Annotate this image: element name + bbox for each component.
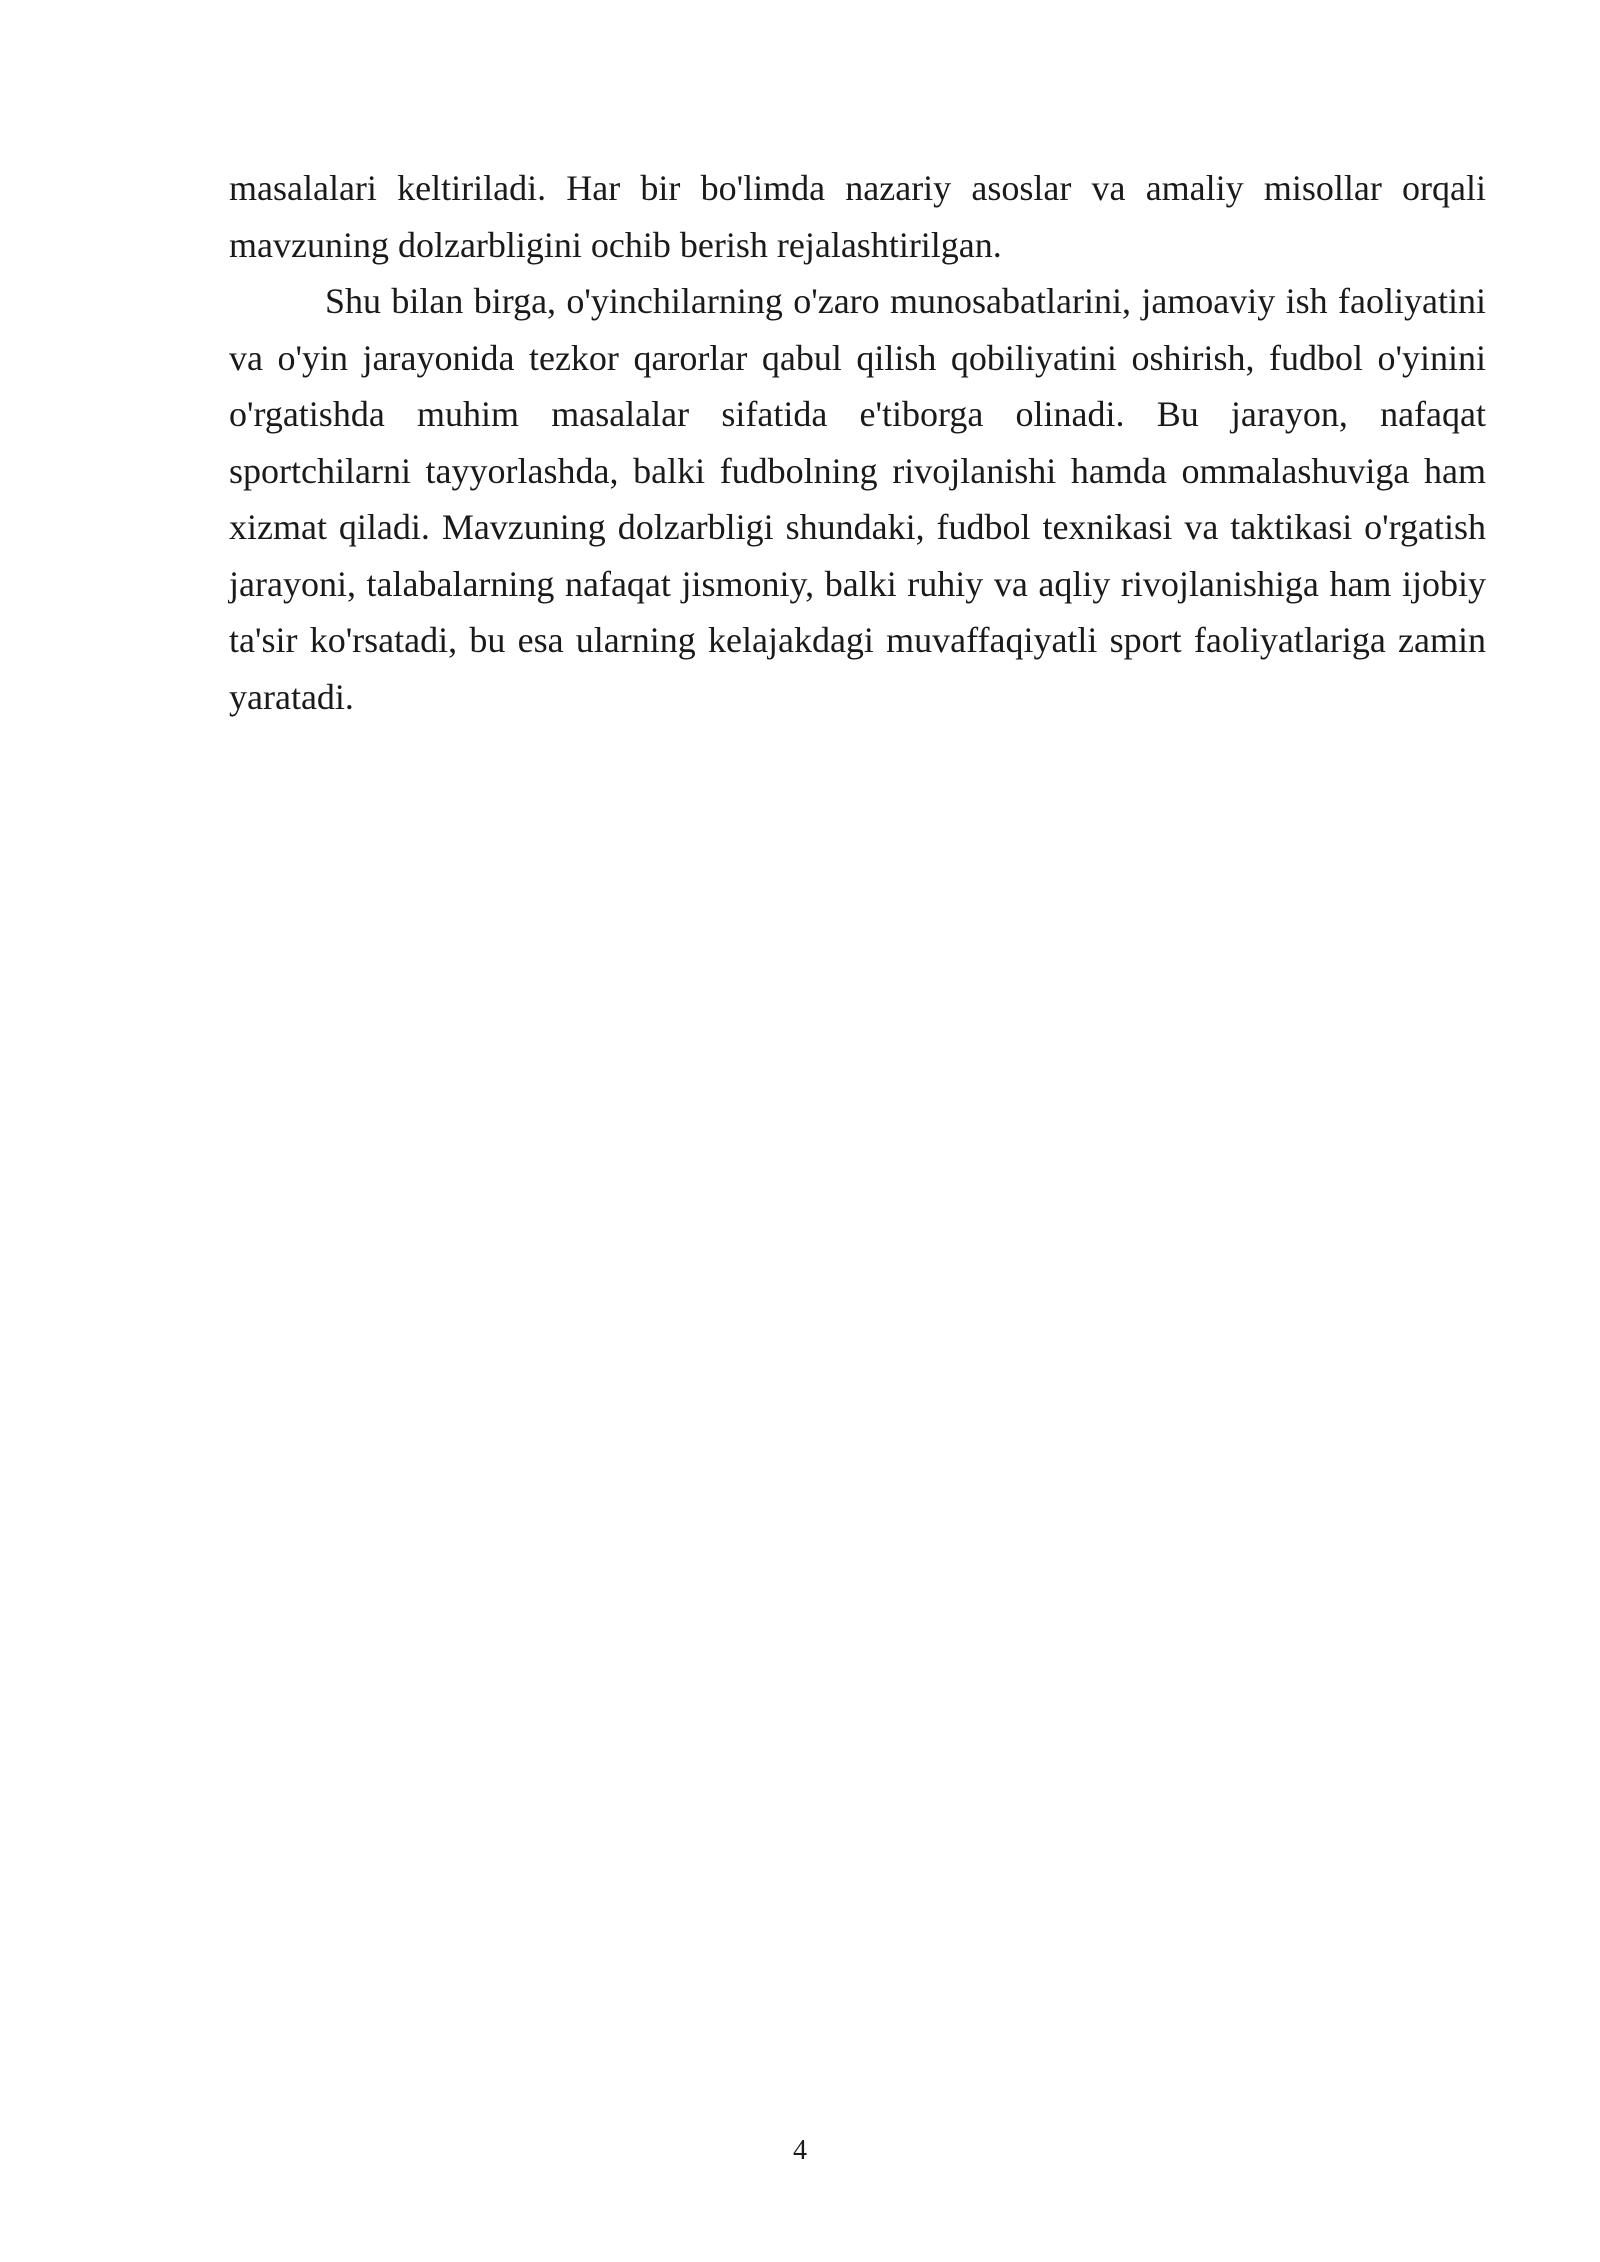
- page-number: 4: [793, 2135, 807, 2166]
- paragraph-main: Shu bilan birga, o'yinchilarning o'zaro munosabatlarini, jamoaviy ish faoliyatini va o'yin jarayonida tezkor qarorlar qabul qilish qobiliyatini oshirish, fudbol o'yinini o'rgatishda muhim masalalar sifatida e'tiborga olinadi. Bu jarayon, nafaqat sportchilarni tayyorlashda, balki fudbolning rivojlanishi hamda ommalashuviga ham xizmat qiladi. Mavzuning dolzarbligi shundaki, fudbol texnikasi va taktikasi o'rgatish jarayoni, talabalarning nafaqat jismoniy, balki ruhiy va aqliy rivojlanishiga ham ijobiy ta'sir ko'rsatadi, bu esa ularning kelajakdagi muvaffaqiyatli sport faoliyatlariga zamin yaratadi.: [229, 281, 1486, 717]
- body-text: [229, 160, 1486, 725]
- paragraph-continuation: masalalari keltiriladi. Har bir bo'limda nazariy asoslar va amaliy misollar orqali mavzuning dolzarbligini ochib berish rejalashtirilgan.: [229, 168, 1486, 265]
